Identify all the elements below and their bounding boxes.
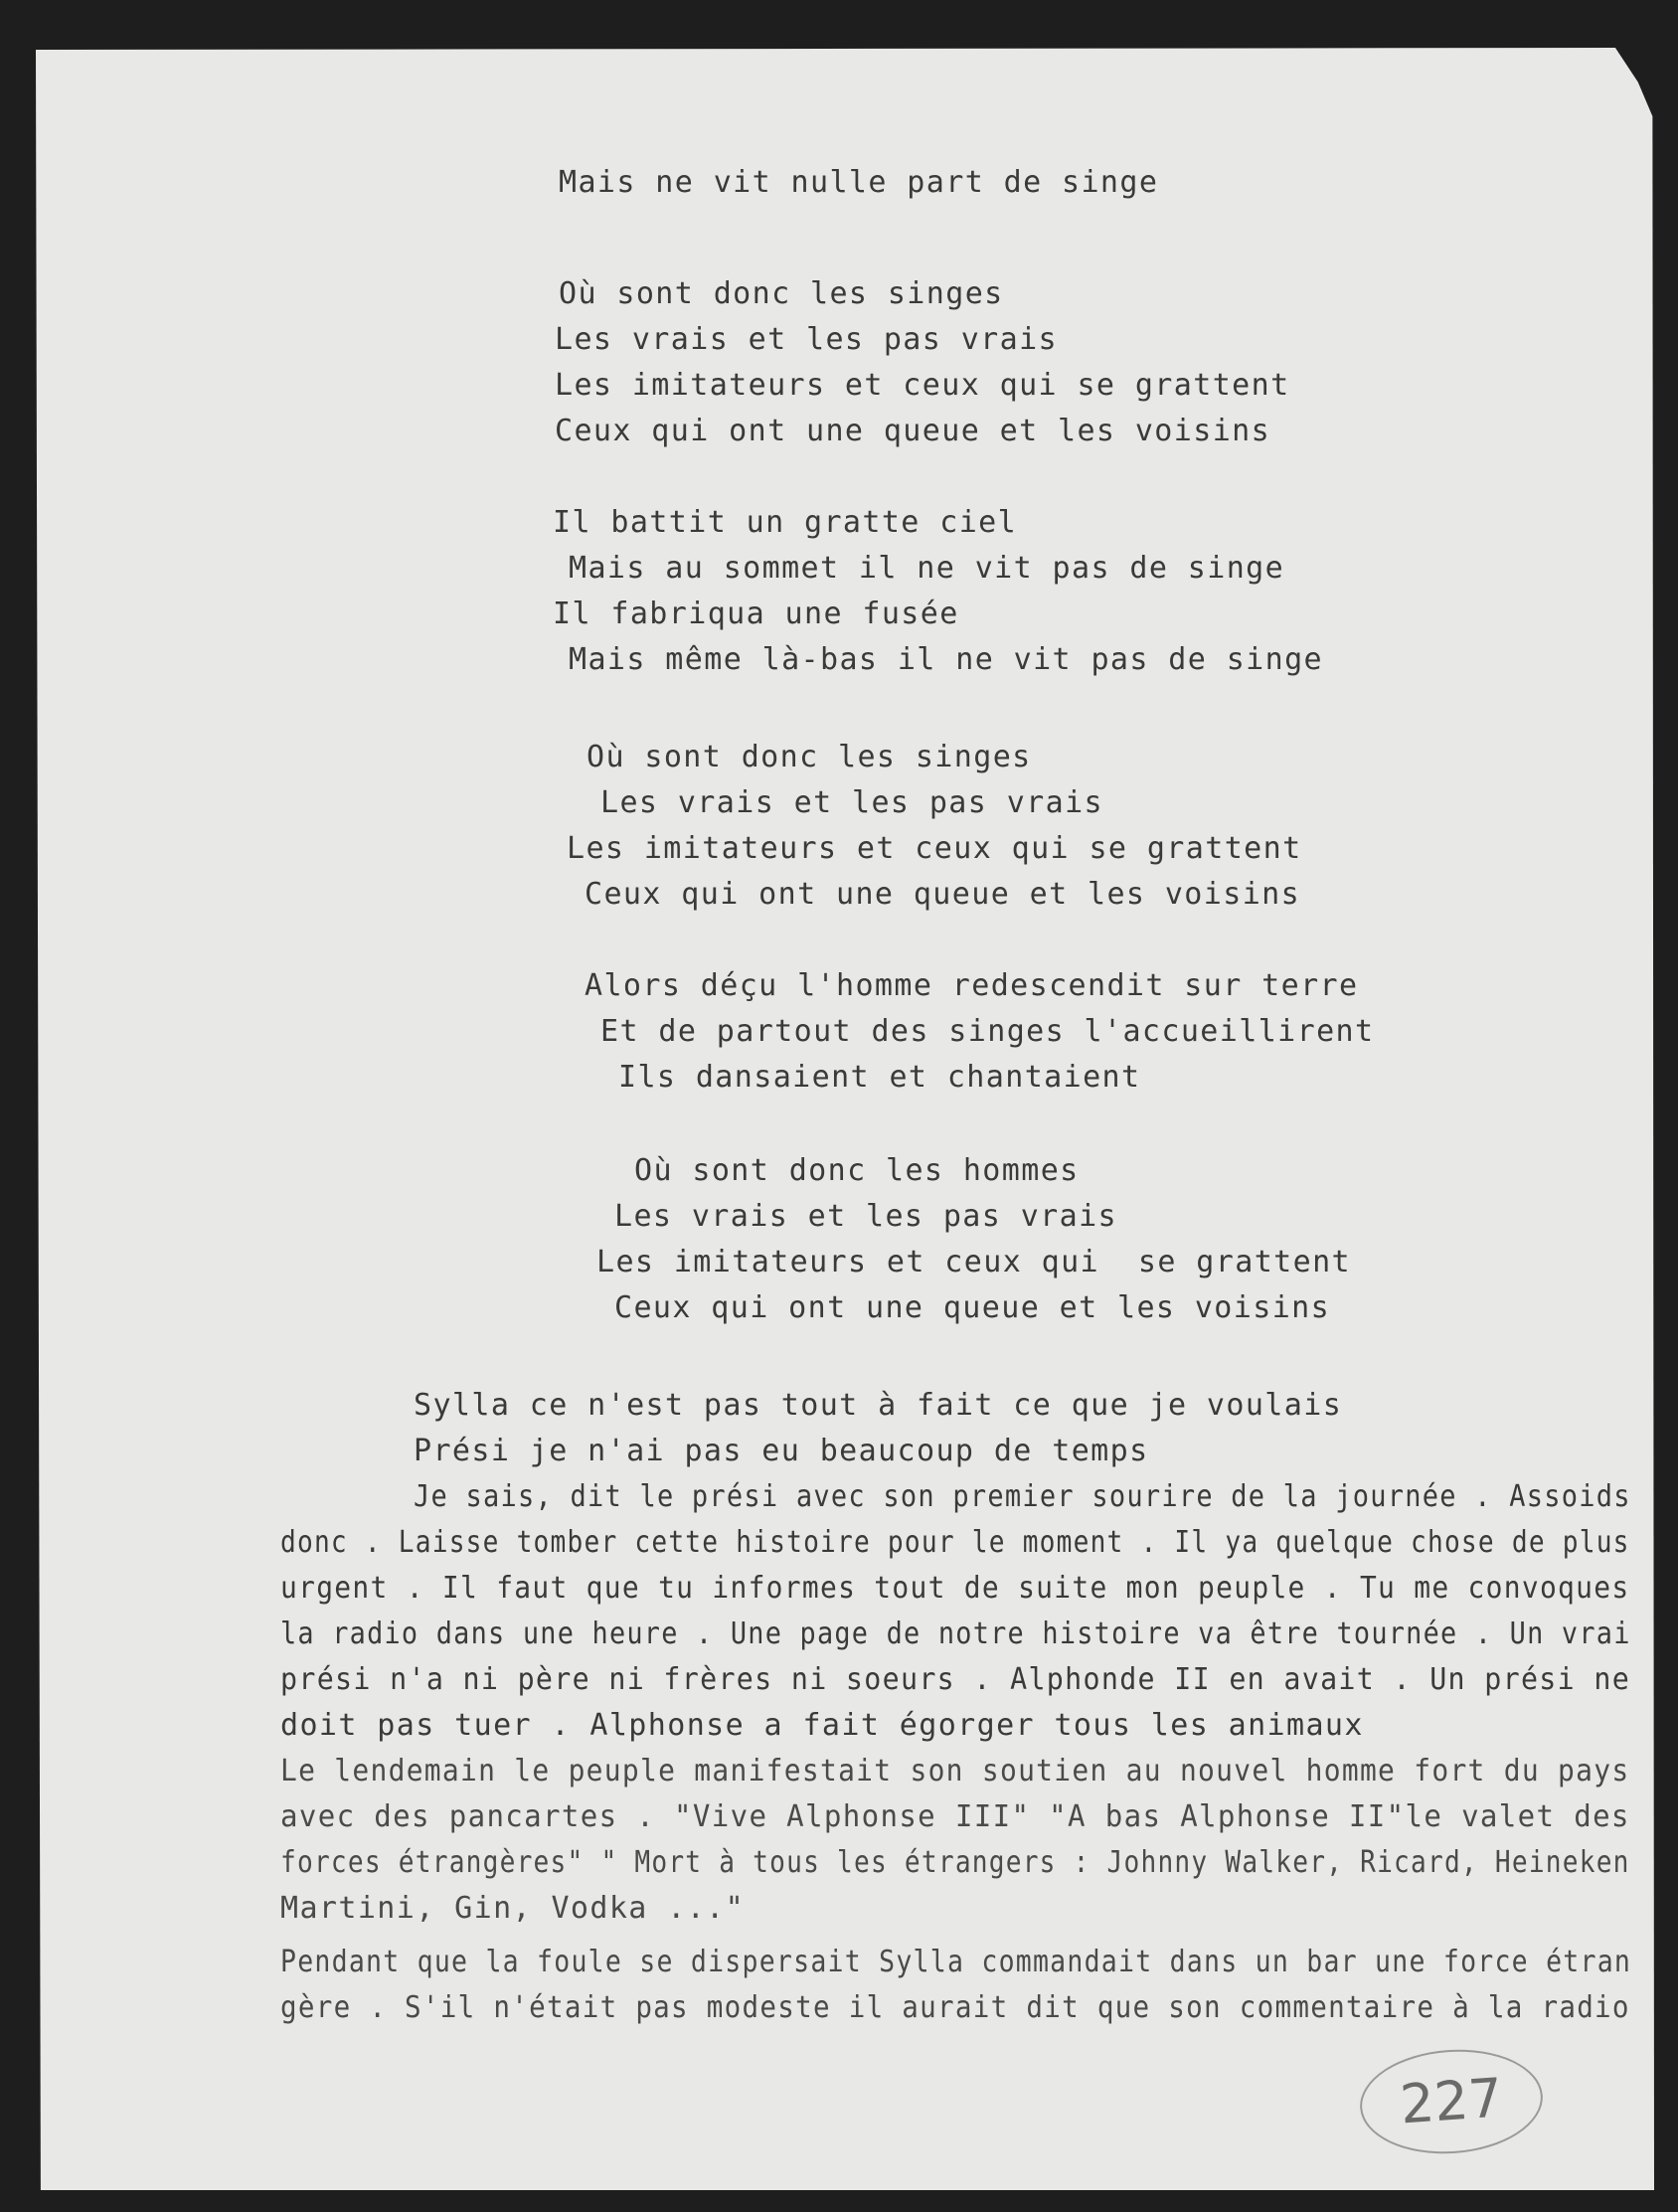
text-line: Il battit un gratte ciel xyxy=(553,505,1018,540)
page-number: 227 xyxy=(1357,2044,1547,2160)
text-line: Je sais, dit le prési avec son premier sourire de la journée . Assoids xyxy=(414,1479,1631,1514)
text-line: Et de partout des singes l'accueillirent xyxy=(600,1014,1375,1049)
text-line: Mais ne vit nulle part de singe xyxy=(559,165,1159,200)
text-line: Les vrais et les pas vrais xyxy=(555,322,1058,357)
text-line: Mais au sommet il ne vit pas de singe xyxy=(569,551,1285,586)
text-line: Les vrais et les pas vrais xyxy=(600,785,1103,820)
text-line: forces étrangères" " Mort à tous les étrangers : Johnny Walker, Ricard, Heineken xyxy=(280,1845,1630,1880)
text-line: Les imitateurs et ceux qui se grattent xyxy=(567,831,1302,866)
text-line: urgent . Il faut que tu informes tout de suite mon peuple . Tu me convoques xyxy=(280,1571,1630,1606)
text-line: prési n'a ni père ni frères ni soeurs . Alphonde II en avait . Un prési ne xyxy=(280,1662,1631,1697)
text-line: Où sont donc les singes xyxy=(559,276,1004,311)
text-line: Mais même là-bas il ne vit pas de singe xyxy=(569,642,1323,677)
text-line: Le lendemain le peuple manifestait son soutien au nouvel homme fort du pays xyxy=(280,1754,1630,1788)
text-line: Pendant que la foule se dispersait Sylla commandait dans un bar une force étran xyxy=(280,1945,1632,1979)
text-line: Où sont donc les singes xyxy=(587,740,1032,774)
text-line: Où sont donc les hommes xyxy=(634,1153,1080,1188)
text-line: Les imitateurs et ceux qui se grattent xyxy=(555,368,1290,403)
text-line: Sylla ce n'est pas tout à fait ce que je voulais xyxy=(414,1388,1343,1423)
text-line: doit pas tuer . Alphonse a fait égorger tous les animaux xyxy=(280,1708,1364,1743)
text-line: Ceux qui ont une queue et les voisins xyxy=(585,877,1301,912)
text-line: Ceux qui ont une queue et les voisins xyxy=(555,414,1271,448)
text-line: avec des pancartes . "Vive Alphonse III" "A bas Alphonse II"le valet des xyxy=(280,1799,1630,1834)
text-line: gère . S'il n'était pas modeste il aurait dit que son commentaire à la radio xyxy=(280,1990,1630,2025)
text-line: Alors déçu l'homme redescendit sur terre xyxy=(585,968,1359,1003)
text-line: Il fabriqua une fusée xyxy=(553,596,959,631)
text-line: Prési je n'ai pas eu beaucoup de temps xyxy=(414,1434,1149,1468)
text-line: donc . Laisse tomber cette histoire pour le moment . Il ya quelque chose de plus xyxy=(280,1525,1630,1560)
text-line: Ils dansaient et chantaient xyxy=(618,1060,1141,1095)
text-line: Les imitateurs et ceux qui se grattent xyxy=(596,1245,1351,1279)
text-line: Martini, Gin, Vodka ..." xyxy=(280,1891,746,1926)
text-line: la radio dans une heure . Une page de notre histoire va être tournée . Un vrai xyxy=(280,1616,1631,1651)
text-line: Les vrais et les pas vrais xyxy=(614,1199,1117,1234)
text-line: Ceux qui ont une queue et les voisins xyxy=(614,1290,1331,1325)
